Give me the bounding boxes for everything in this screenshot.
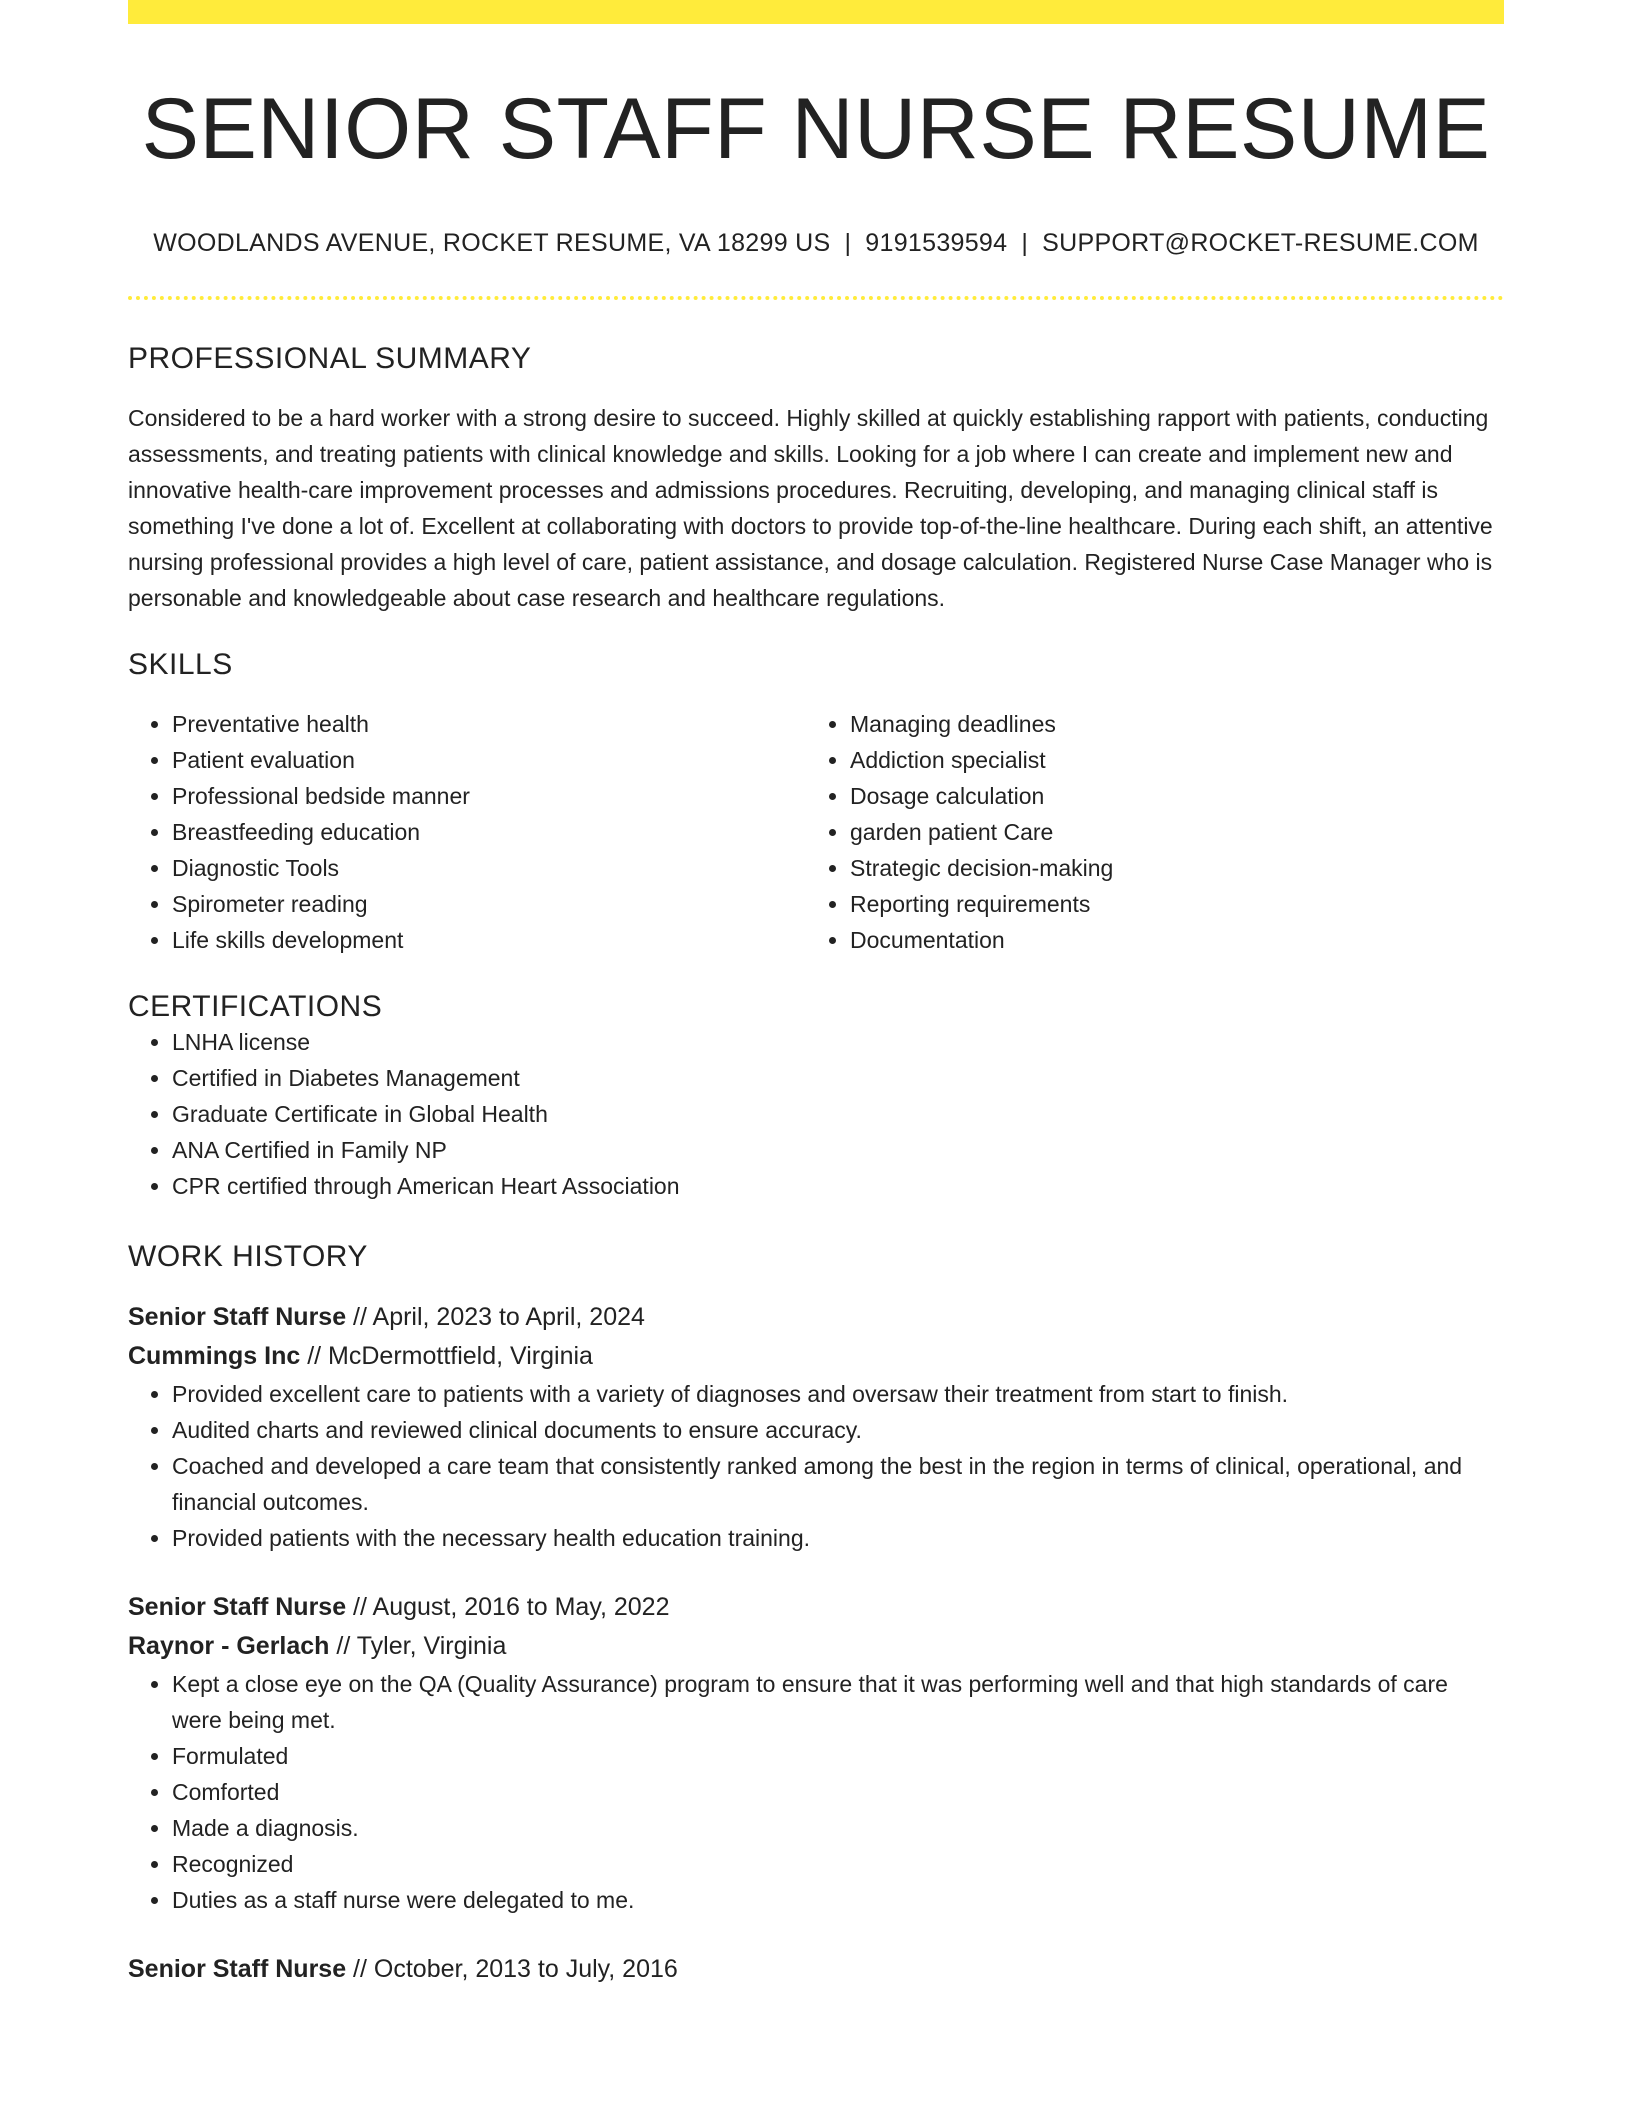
resume-title: SENIOR STAFF NURSE RESUME: [141, 81, 1491, 177]
job-title-line: [128, 1298, 1504, 1337]
skill-item: • Breastfeeding education: [172, 814, 806, 850]
certifications-heading: CERTIFICATIONS: [128, 989, 383, 1023]
contact-phone: 9191539594: [865, 228, 1008, 257]
contact-separator: |: [1021, 228, 1029, 257]
certification-item: • LNHA license: [172, 1024, 1504, 1060]
summary-text: Considered to be a hard worker with a strong desire to succeed. Highly skilled at quickly establishing rapport with patients, conducting assessments, and treating patients with clinical knowledge and skills. Looking for a job where I can create and implement new and innovative health-care improvement processes and admissions procedures. Recruiting, developing, and managing clinical staff is something I've done a lot of. Excellent at collaborating with doctors to provide top-of-the-line healthcare. During each shift, an attentive nursing professional provides a high level of care, patient assistance, and dosage calculation. Registered Nurse Case Manager who is personable and knowledgeable about case research and healthcare regulations.: [128, 404, 1493, 611]
job-title: Senior Staff Nurse: [128, 1954, 347, 1983]
job-title: Senior Staff Nurse: [128, 1592, 347, 1621]
job-location: // McDermottfield, Virginia: [300, 1341, 593, 1370]
skill-item: • Professional bedside manner: [172, 778, 806, 814]
job-bullet: • Coached and developed a care team that consistently ranked among the best in the region in terms of clinical, operational, and financial outcomes.: [172, 1448, 1504, 1520]
accent-top-bar: [128, 0, 1504, 24]
job-dates: // April, 2023 to April, 2024: [346, 1302, 645, 1331]
skill-item: • Preventative health: [172, 706, 806, 742]
job-title-line: [128, 1950, 1504, 1989]
skills-column-right: [806, 706, 1484, 958]
skills-heading: SKILLS: [128, 647, 233, 681]
resume-page: [128, 0, 1504, 1989]
job-bullet: • Recognized: [172, 1846, 1504, 1882]
skill-item: • Managing deadlines: [850, 706, 1484, 742]
certification-item: • Graduate Certificate in Global Health: [172, 1096, 1504, 1132]
job-bullet: • Formulated: [172, 1738, 1504, 1774]
work-history-heading: WORK HISTORY: [128, 1239, 368, 1273]
skills-column-left: [128, 706, 806, 958]
skill-item: • Addiction specialist: [850, 742, 1484, 778]
job-bullet: • Comforted: [172, 1774, 1504, 1810]
job-title-line: [128, 1588, 1504, 1627]
job-company: Cummings Inc: [128, 1341, 301, 1370]
job-bullets: [128, 1376, 1504, 1556]
job-bullets: [128, 1666, 1504, 1918]
skill-item: • Spirometer reading: [172, 886, 806, 922]
job-bullet: • Duties as a staff nurse were delegated to me.: [172, 1882, 1504, 1918]
skill-item: • garden patient Care: [850, 814, 1484, 850]
job-company-line: [128, 1337, 1504, 1376]
summary-heading: PROFESSIONAL SUMMARY: [128, 341, 532, 375]
job-entry: [128, 1950, 1504, 1989]
contact-line: [128, 229, 1504, 258]
job-dates: // October, 2013 to July, 2016: [346, 1954, 678, 1983]
skill-item: • Dosage calculation: [850, 778, 1484, 814]
skill-item: • Documentation: [850, 922, 1484, 958]
contact-address: WOODLANDS AVENUE, ROCKET RESUME, VA 18299 US: [153, 228, 831, 257]
skills-grid: [128, 706, 1504, 958]
dotted-divider: [128, 296, 1504, 300]
certifications-list: [128, 1024, 1504, 1204]
certification-item: • Certified in Diabetes Management: [172, 1060, 1504, 1096]
contact-separator: |: [844, 228, 852, 257]
job-bullet: • Provided excellent care to patients with a variety of diagnoses and oversaw their treatment from start to finish.: [172, 1376, 1504, 1412]
job-company-line: [128, 1627, 1504, 1666]
job-bullet: • Audited charts and reviewed clinical documents to ensure accuracy.: [172, 1412, 1504, 1448]
job-entry: [128, 1298, 1504, 1556]
job-company: Raynor - Gerlach: [128, 1631, 330, 1660]
skill-item: • Strategic decision-making: [850, 850, 1484, 886]
job-location: // Tyler, Virginia: [329, 1631, 507, 1660]
certification-item: • ANA Certified in Family NP: [172, 1132, 1504, 1168]
job-bullet: • Made a diagnosis.: [172, 1810, 1504, 1846]
skill-item: • Patient evaluation: [172, 742, 806, 778]
job-bullet: • Provided patients with the necessary health education training.: [172, 1520, 1504, 1556]
job-entry: [128, 1588, 1504, 1918]
skill-item: • Reporting requirements: [850, 886, 1484, 922]
job-dates: // August, 2016 to May, 2022: [346, 1592, 670, 1621]
job-bullet: • Kept a close eye on the QA (Quality Assurance) program to ensure that it was performing well and that high standards of care were being met.: [172, 1666, 1504, 1738]
job-title: Senior Staff Nurse: [128, 1302, 347, 1331]
certification-item: • CPR certified through American Heart Association: [172, 1168, 1504, 1204]
contact-email: SUPPORT@ROCKET-RESUME.COM: [1042, 228, 1479, 257]
skill-item: • Diagnostic Tools: [172, 850, 806, 886]
skill-item: • Life skills development: [172, 922, 806, 958]
